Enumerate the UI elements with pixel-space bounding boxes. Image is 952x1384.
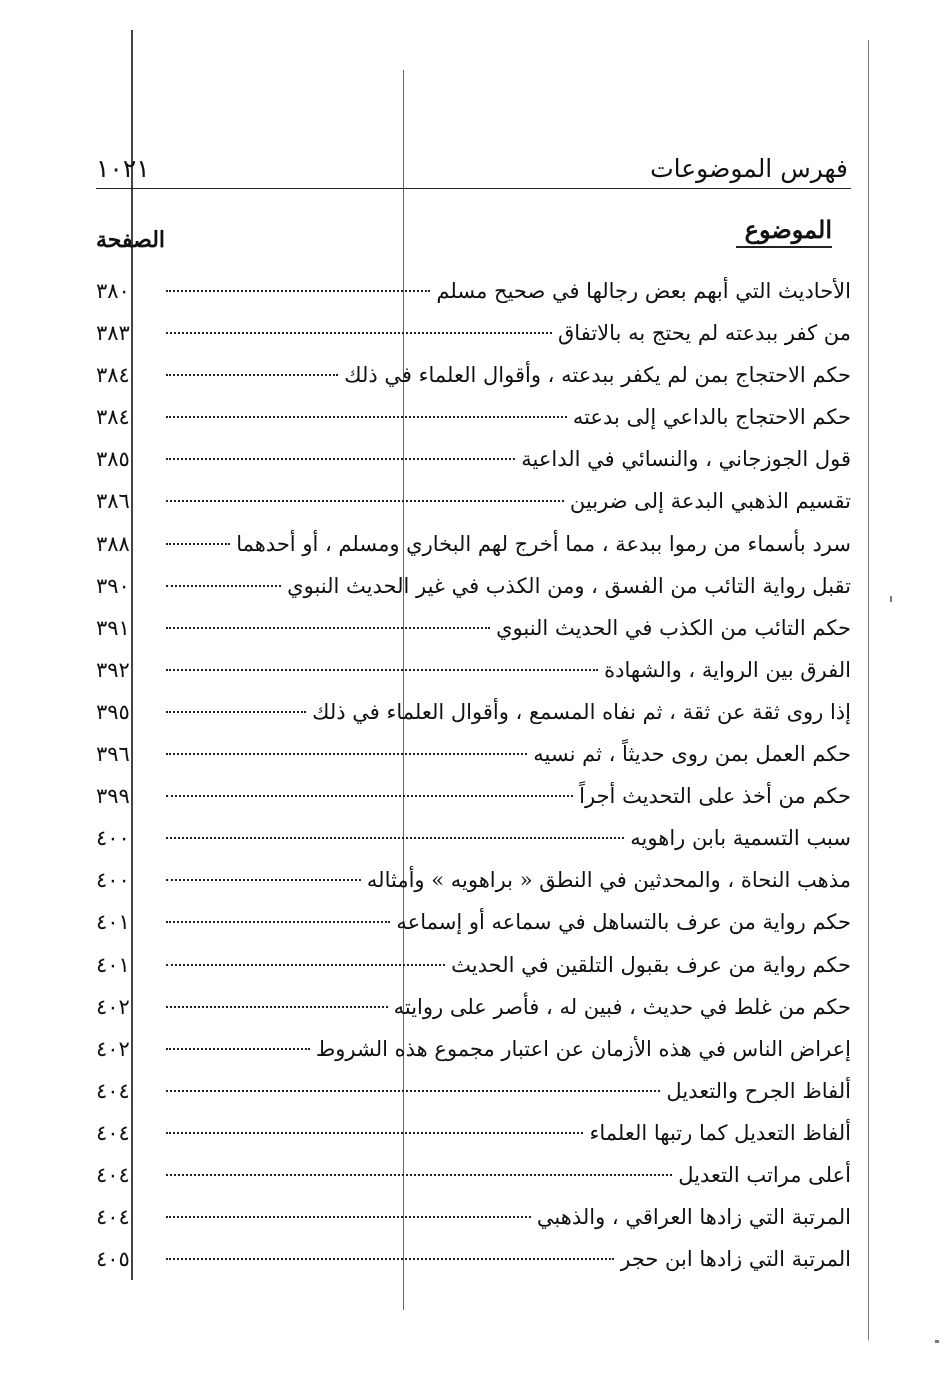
toc-entry-title: المرتبة التي زادها ابن حجر <box>620 1247 851 1272</box>
toc-entry-title: حكم الاحتجاج بمن لم يكفر ببدعته ، وأقوال العلماء في ذلك <box>344 363 851 388</box>
dot-leader <box>166 1090 660 1092</box>
toc-entry-title: ألفاظ الجرح والتعديل <box>666 1078 851 1103</box>
dot-leader <box>166 1006 388 1008</box>
toc-entry <box>96 354 851 396</box>
dot-leader <box>166 1132 583 1134</box>
column-heading-underline <box>736 246 832 248</box>
toc-entry-page: ٣٨٠ <box>96 279 130 303</box>
dot-leader <box>166 1174 672 1176</box>
toc-entry-page: ٣٨٦ <box>96 489 130 514</box>
toc-entry <box>96 649 851 691</box>
toc-entry-page: ٤٠٥ <box>96 1247 130 1272</box>
toc-entry-page: ٤٠٢ <box>96 1036 130 1061</box>
toc-entry-title: حكم رواية من عرف بقبول التلقين في الحديث <box>451 952 851 977</box>
dot-leader <box>166 753 527 755</box>
dot-leader <box>166 669 598 671</box>
toc-entry <box>96 1196 851 1238</box>
toc-entry <box>96 1028 851 1070</box>
dot-leader <box>166 332 552 334</box>
toc-entry-page: ٣٩٠ <box>96 573 130 598</box>
toc-entry-title: الأحاديث التي أبهم بعض رجالها في صحيح مسلم <box>436 279 851 303</box>
dot-leader <box>166 711 306 713</box>
toc-entry-page: ٤٠٤ <box>96 1205 130 1230</box>
toc-entry <box>96 480 851 522</box>
toc-entry-title: حكم العمل بمن روى حديثاً ، ثم نسيه <box>533 742 851 767</box>
toc-entry <box>96 859 851 901</box>
toc-entry-title: مذهب النحاة ، والمحدثين في النطق « براهويه » وأمثاله <box>366 868 851 893</box>
toc-entry <box>96 775 851 817</box>
toc-entry <box>96 986 851 1028</box>
dot-leader <box>166 1258 614 1260</box>
dot-leader <box>166 290 430 292</box>
dot-leader <box>166 416 567 418</box>
toc-entry <box>96 901 851 943</box>
dot-leader <box>166 1048 310 1050</box>
dot-leader <box>166 500 564 502</box>
toc-entry <box>96 817 851 859</box>
toc-entry-page: ٣٨٨ <box>96 531 130 556</box>
toc-entry-title: حكم التائب من الكذب في الحديث النبوي <box>496 615 851 640</box>
toc-entry-title: إعراض الناس في هذه الأزمان عن اعتبار مجموع هذه الشروط <box>315 1036 851 1061</box>
toc-entry <box>96 565 851 607</box>
column-heading-topic: الموضوع <box>744 215 832 244</box>
toc-entry-page: ٤٠٤ <box>96 1162 130 1187</box>
toc-entry <box>96 733 851 775</box>
toc-entry <box>96 396 851 438</box>
header-title: فهرس الموضوعات <box>650 154 848 183</box>
toc-entry-page: ٣٨٥ <box>96 447 130 472</box>
toc-list <box>96 270 851 1280</box>
toc-entry <box>96 691 851 733</box>
scan-margin-line <box>868 40 869 1340</box>
toc-entry-title: حكم من أخذ على التحديث أجراً <box>579 784 851 809</box>
dot-leader <box>166 964 445 966</box>
toc-entry-title: الفرق بين الرواية ، والشهادة <box>604 657 851 682</box>
toc-entry-title: المرتبة التي زادها العراقي ، والذهبي <box>536 1205 851 1230</box>
toc-entry-page: ٣٩١ <box>96 615 130 640</box>
toc-entry <box>96 270 851 312</box>
dot-leader <box>166 921 390 923</box>
toc-entry <box>96 944 851 986</box>
toc-entry <box>96 1112 851 1154</box>
toc-entry-title: حكم من غلط في حديث ، فبين له ، فأصر على روايته <box>393 994 851 1019</box>
toc-entry-page: ٣٩٩ <box>96 784 130 809</box>
toc-entry-title: إذا روى ثقة عن ثقة ، ثم نفاه المسمع ، وأقوال العلماء في ذلك <box>312 699 851 724</box>
toc-entry <box>96 312 851 354</box>
toc-entry-page: ٤٠١ <box>96 910 130 935</box>
toc-entry-title: من كفر ببدعته لم يحتج به بالاتفاق <box>558 321 851 346</box>
toc-entry <box>96 1238 851 1280</box>
toc-entry-page: ٣٩٢ <box>96 657 130 682</box>
toc-entry <box>96 1070 851 1112</box>
toc-entry-page: ٤٠٠ <box>96 868 130 893</box>
toc-entry-title: أعلى مراتب التعديل <box>678 1162 851 1187</box>
dot-leader <box>166 374 338 376</box>
toc-entry-title: حكم الاحتجاج بالداعي إلى بدعته <box>572 405 851 430</box>
toc-entry-page: ٣٨٤ <box>96 405 130 430</box>
scan-speck <box>935 1340 939 1343</box>
toc-entry-title: سبب التسمية بابن راهويه <box>630 826 851 851</box>
toc-entry <box>96 523 851 565</box>
toc-entry-page: ٣٨٤ <box>96 363 130 388</box>
toc-entry-page: ٤٠٤ <box>96 1078 130 1103</box>
toc-entry-title: سرد بأسماء من رموا ببدعة ، مما أخرج لهم البخاري ومسلم ، أو أحدهما <box>236 531 851 556</box>
dot-leader <box>166 837 624 839</box>
header-rule <box>96 188 851 189</box>
header-page-number: ١٠٢١ <box>96 154 150 183</box>
toc-entry-page: ٤٠٢ <box>96 994 130 1019</box>
dot-leader <box>166 879 361 881</box>
dot-leader <box>166 627 490 629</box>
running-header <box>96 150 848 188</box>
toc-entry <box>96 438 851 480</box>
toc-entry-page: ٣٨٣ <box>96 321 130 346</box>
toc-entry-title: تقسيم الذهبي البدعة إلى ضربين <box>569 489 851 514</box>
toc-entry-title: تقبل رواية التائب من الفسق ، ومن الكذب في غير الحديث النبوي <box>287 573 851 598</box>
dot-leader <box>166 1216 531 1218</box>
toc-entry-title: حكم رواية من عرف بالتساهل في سماعه أو إسماعه <box>396 910 851 935</box>
toc-entry-page: ٤٠٤ <box>96 1120 130 1145</box>
column-headings <box>96 210 848 254</box>
toc-entry-page: ٣٩٥ <box>96 699 130 724</box>
toc-entry-page: ٤٠٠ <box>96 826 130 851</box>
toc-entry-title: ألفاظ التعديل كما رتبها العلماء <box>589 1120 851 1145</box>
toc-entry-title: قول الجوزجاني ، والنسائي في الداعية <box>521 447 851 472</box>
toc-entry <box>96 1154 851 1196</box>
toc-entry-page: ٣٩٦ <box>96 742 130 767</box>
column-heading-page: الصفحة <box>96 227 166 253</box>
dot-leader <box>166 543 230 545</box>
toc-entry <box>96 607 851 649</box>
dot-leader <box>166 795 573 797</box>
scan-speck <box>890 596 892 602</box>
toc-entry-page: ٤٠١ <box>96 952 130 977</box>
dot-leader <box>166 458 515 460</box>
dot-leader <box>166 585 281 587</box>
